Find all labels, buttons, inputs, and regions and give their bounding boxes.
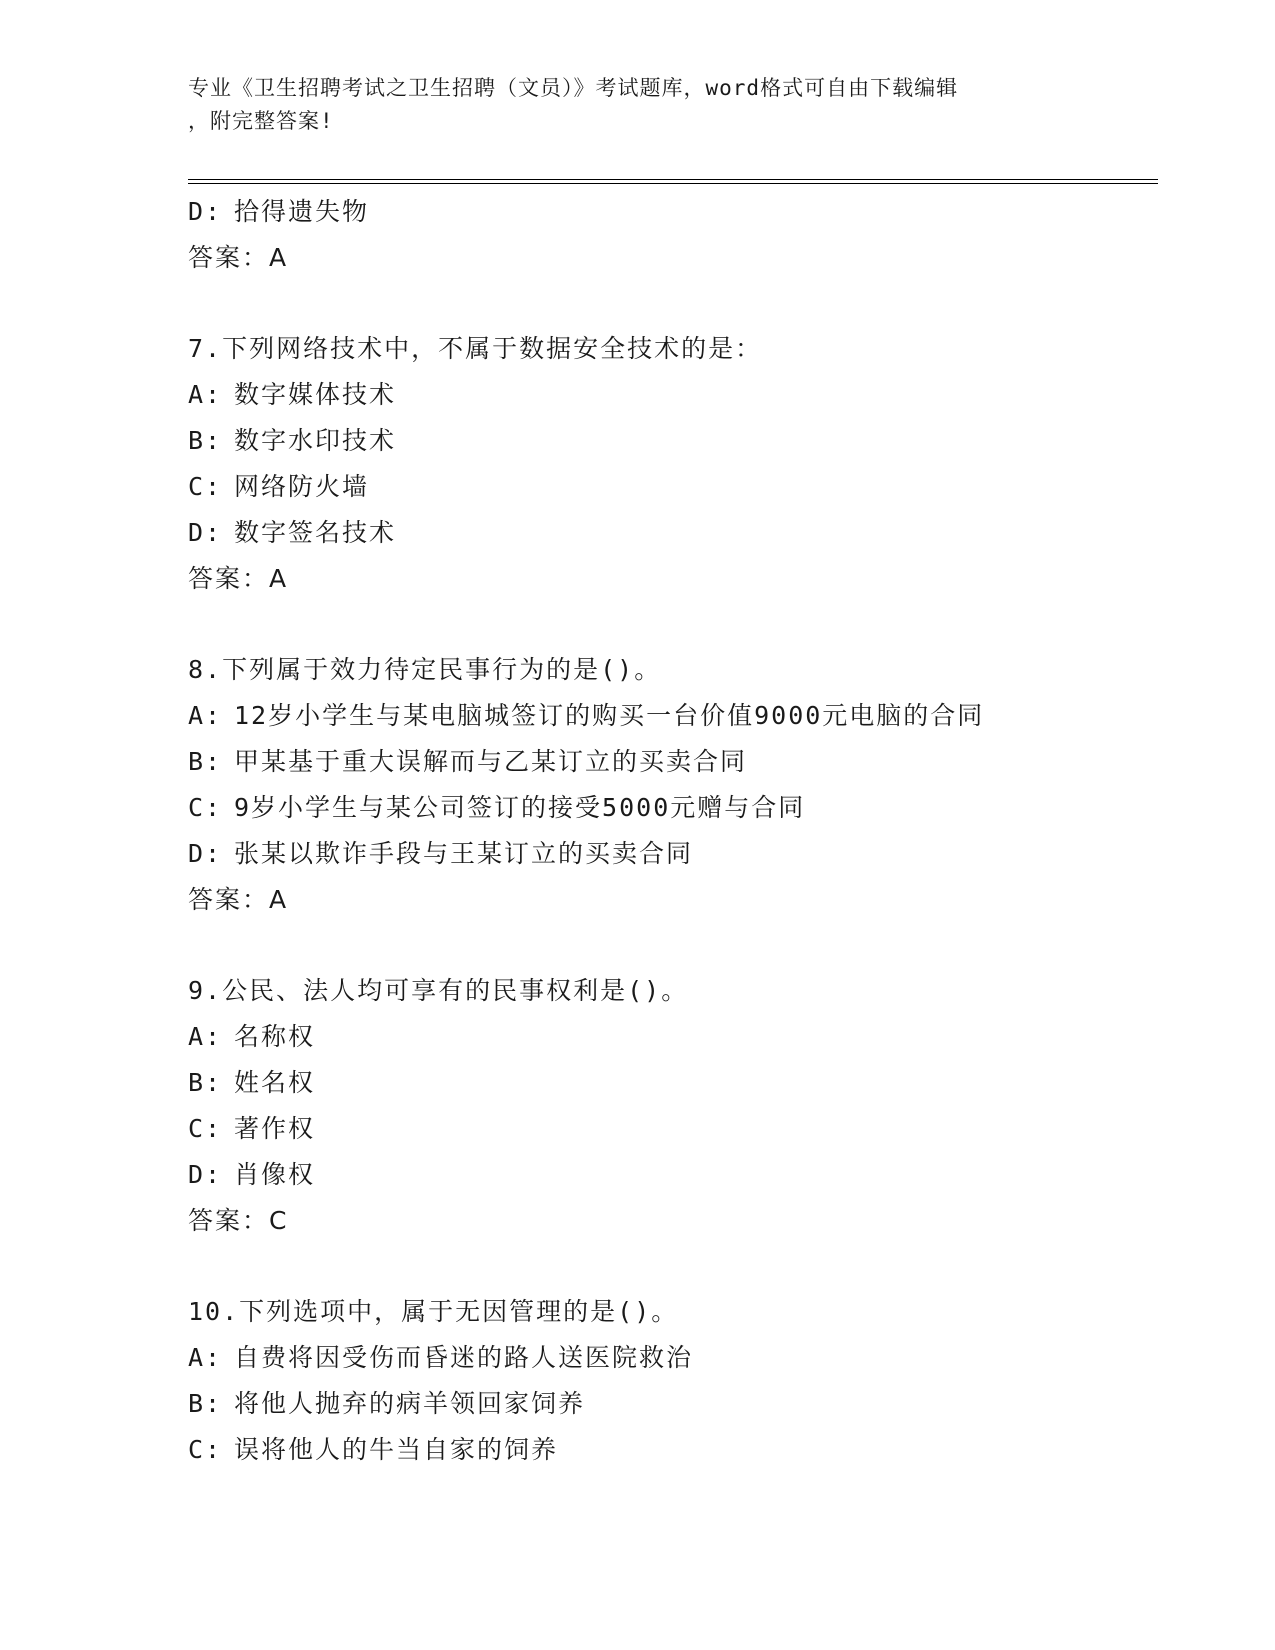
option-label: C:	[188, 472, 223, 501]
option-text: 自费将因受伤而昏迷的路人送医院救治	[234, 1343, 694, 1372]
option-b	[188, 739, 1148, 785]
option-c	[188, 1427, 1148, 1473]
option-label: D:	[188, 839, 223, 868]
option-text: 拾得遗失物	[234, 197, 370, 226]
option-label: C:	[188, 1114, 223, 1143]
option-text: 数字媒体技术	[234, 380, 397, 409]
option-label: A:	[188, 380, 223, 409]
option-a	[188, 1335, 1148, 1381]
option-c	[188, 1106, 1148, 1152]
question-stem: 8.下列属于效力待定民事行为的是()。	[188, 655, 662, 684]
answer-line: 答案：A	[188, 564, 289, 593]
option-label: D:	[188, 197, 223, 226]
option-text: 12岁小学生与某电脑城签订的购买一台价值9000元电脑的合同	[234, 701, 985, 730]
option-label: A:	[188, 1343, 223, 1372]
question-7	[188, 326, 1148, 602]
option-text: 将他人抛弃的病羊领回家饲养	[234, 1389, 586, 1418]
question-10	[188, 1289, 1148, 1473]
option-d	[188, 189, 1148, 235]
option-text: 张某以欺诈手段与王某订立的买卖合同	[234, 839, 694, 868]
option-label: B:	[188, 426, 223, 455]
option-text: 数字水印技术	[234, 426, 397, 455]
option-d	[188, 1152, 1148, 1198]
option-b	[188, 1381, 1148, 1427]
option-a	[188, 1014, 1148, 1060]
option-label: D:	[188, 1160, 223, 1189]
answer-line: 答案：C	[188, 1206, 289, 1235]
option-text: 肖像权	[234, 1160, 316, 1189]
option-d	[188, 831, 1148, 877]
option-c	[188, 464, 1148, 510]
answer-line: 答案：A	[188, 885, 289, 914]
option-text: 网络防火墙	[234, 472, 370, 501]
option-d	[188, 510, 1148, 556]
question-stem: 10.下列选项中，属于无因管理的是()。	[188, 1297, 679, 1326]
question-spacer	[188, 923, 1148, 968]
answer-line: 答案：A	[188, 243, 289, 272]
question-8	[188, 647, 1148, 923]
option-a	[188, 693, 1148, 739]
question-spacer	[188, 281, 1148, 326]
option-label: B:	[188, 1068, 223, 1097]
option-b	[188, 1060, 1148, 1106]
option-text: 数字签名技术	[234, 518, 397, 547]
option-c	[188, 785, 1148, 831]
document-header	[188, 72, 1088, 138]
option-text: 名称权	[234, 1022, 316, 1051]
option-label: B:	[188, 747, 223, 776]
question-previous-tail	[188, 189, 1148, 281]
option-text: 著作权	[234, 1114, 316, 1143]
question-9	[188, 968, 1148, 1244]
question-spacer	[188, 602, 1148, 647]
question-list	[188, 189, 1148, 1473]
header-line-1: 专业《卫生招聘考试之卫生招聘（文员）》考试题库，word格式可自由下载编辑	[188, 76, 959, 100]
header-rule-bottom	[188, 183, 1158, 184]
question-stem: 9.公民、法人均可享有的民事权利是()。	[188, 976, 689, 1005]
question-spacer	[188, 1244, 1148, 1289]
option-text: 9岁小学生与某公司签订的接受5000元赠与合同	[234, 793, 806, 822]
header-line-2: ，附完整答案!	[188, 109, 334, 133]
header-double-rule	[188, 179, 1158, 185]
option-text: 甲某基于重大误解而与乙某订立的买卖合同	[234, 747, 748, 776]
option-label: C:	[188, 793, 223, 822]
header-rule-top	[188, 179, 1158, 180]
option-a	[188, 372, 1148, 418]
option-label: A:	[188, 701, 223, 730]
question-stem: 7.下列网络技术中，不属于数据安全技术的是：	[188, 334, 763, 363]
option-b	[188, 418, 1148, 464]
option-label: A:	[188, 1022, 223, 1051]
option-text: 误将他人的牛当自家的饲养	[234, 1435, 559, 1464]
option-label: D:	[188, 518, 223, 547]
option-label: B:	[188, 1389, 223, 1418]
option-label: C:	[188, 1435, 223, 1464]
option-text: 姓名权	[234, 1068, 316, 1097]
